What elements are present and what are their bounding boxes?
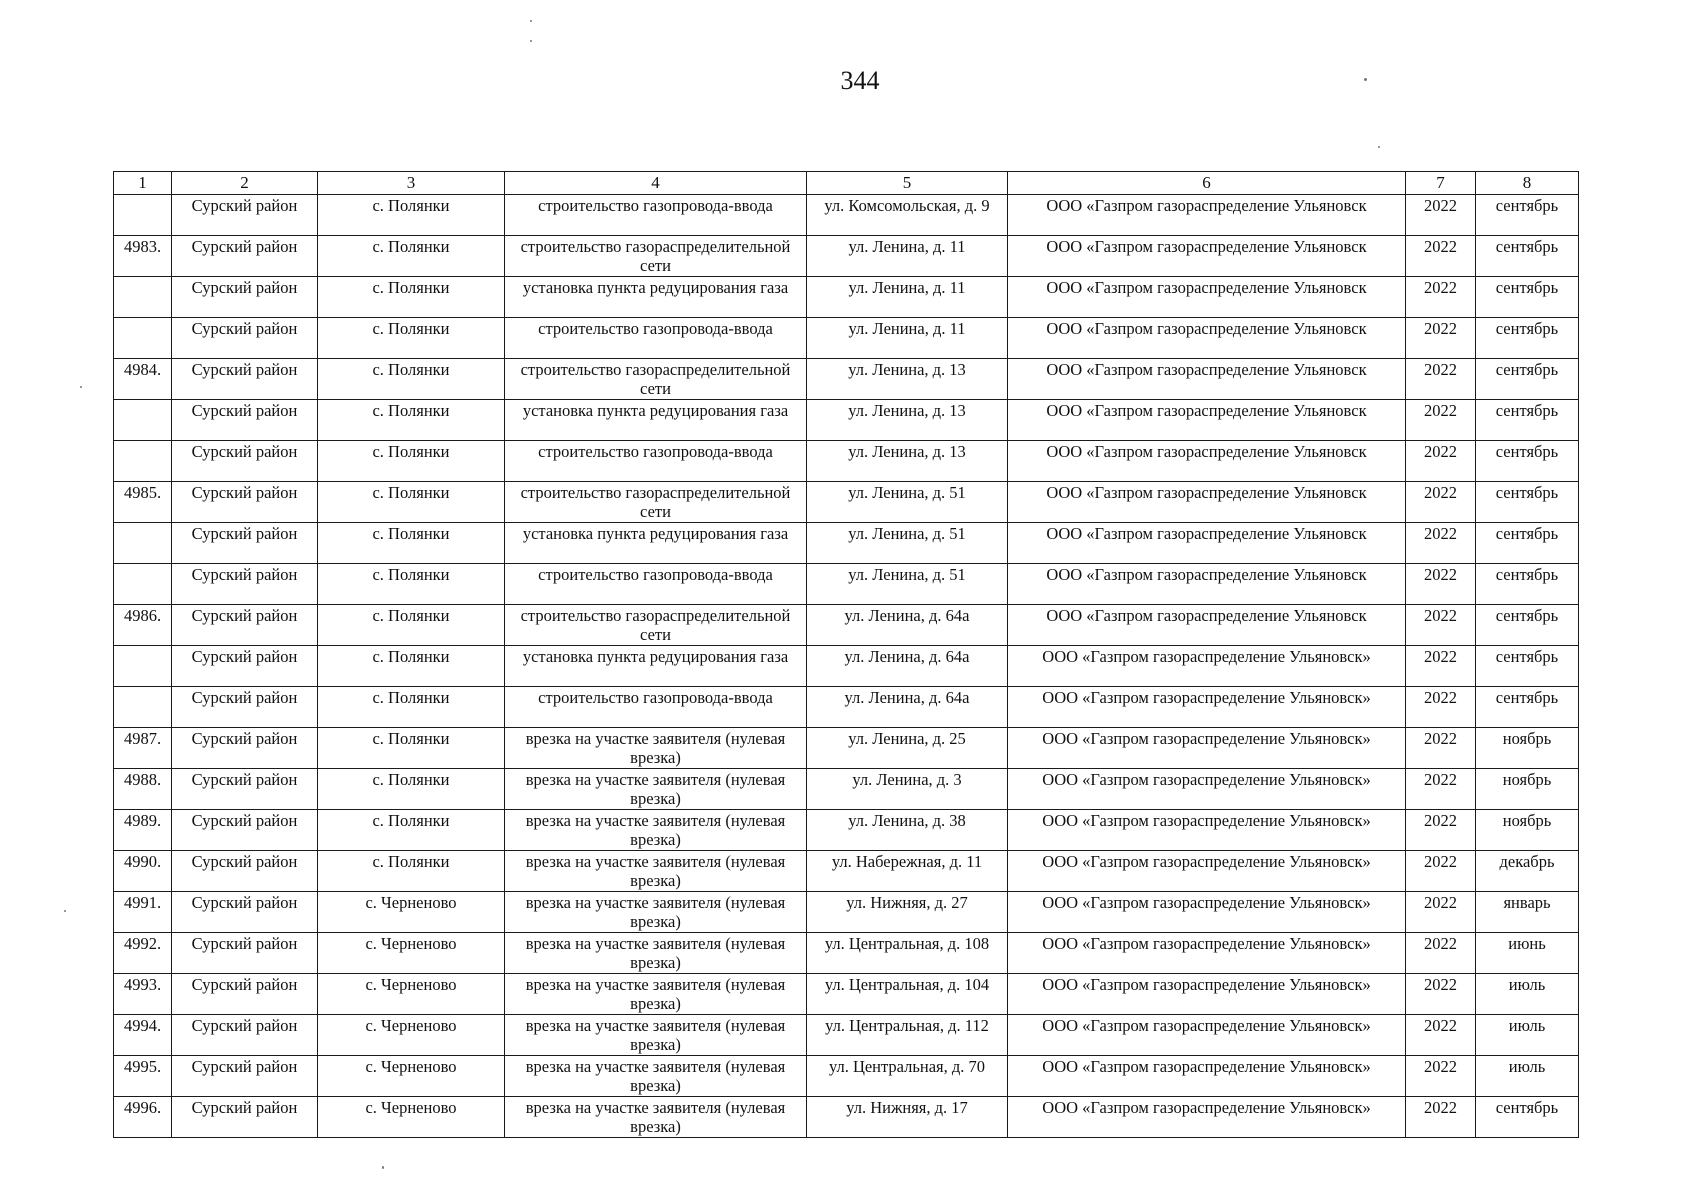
table-row [114,1056,1579,1097]
settlement-cell: с. Черненово [318,1056,505,1097]
settlement-cell: с. Полянки [318,523,505,564]
table-row [114,195,1579,236]
district-cell: Сурский район [172,400,318,441]
work-type-cell: врезка на участке заявителя (нулевая врезка) [505,933,807,974]
organization-cell: ООО «Газпром газораспределение Ульяновск [1008,318,1406,359]
column-header: 3 [318,172,505,195]
row-number [114,277,172,318]
column-header: 6 [1008,172,1406,195]
year-cell: 2022 [1406,318,1476,359]
settlement-cell: с. Полянки [318,318,505,359]
month-cell: сентябрь [1476,523,1579,564]
column-header: 5 [807,172,1008,195]
row-number: 4984. [114,359,172,400]
month-cell: декабрь [1476,851,1579,892]
month-cell: ноябрь [1476,810,1579,851]
address-cell: ул. Центральная, д. 112 [807,1015,1008,1056]
district-cell: Сурский район [172,810,318,851]
district-cell: Сурский район [172,687,318,728]
row-number [114,441,172,482]
month-cell: сентябрь [1476,564,1579,605]
address-cell: ул. Ленина, д. 13 [807,359,1008,400]
district-cell: Сурский район [172,1015,318,1056]
month-cell: сентябрь [1476,318,1579,359]
address-cell: ул. Центральная, д. 108 [807,933,1008,974]
work-type-cell: строительство газораспределительной сети [505,482,807,523]
district-cell: Сурский район [172,482,318,523]
table-row [114,1097,1579,1138]
address-cell: ул. Ленина, д. 25 [807,728,1008,769]
row-number: 4988. [114,769,172,810]
table-row [114,482,1579,523]
organization-cell: ООО «Газпром газораспределение Ульяновск» [1008,1056,1406,1097]
settlement-cell: с. Полянки [318,236,505,277]
organization-cell: ООО «Газпром газораспределение Ульяновск» [1008,1015,1406,1056]
address-cell: ул. Набережная, д. 11 [807,851,1008,892]
district-cell: Сурский район [172,728,318,769]
organization-cell: ООО «Газпром газораспределение Ульяновск [1008,236,1406,277]
work-type-cell: врезка на участке заявителя (нулевая врезка) [505,851,807,892]
address-cell: ул. Ленина, д. 11 [807,236,1008,277]
year-cell: 2022 [1406,646,1476,687]
row-number: 4987. [114,728,172,769]
address-cell: ул. Ленина, д. 64а [807,646,1008,687]
scan-speck [530,20,532,22]
work-type-cell: врезка на участке заявителя (нулевая врезка) [505,1097,807,1138]
organization-cell: ООО «Газпром газораспределение Ульяновск» [1008,933,1406,974]
district-cell: Сурский район [172,605,318,646]
month-cell: сентябрь [1476,236,1579,277]
row-number [114,318,172,359]
row-number: 4986. [114,605,172,646]
address-cell: ул. Ленина, д. 13 [807,441,1008,482]
page-number: 344 [840,66,880,95]
settlement-cell: с. Полянки [318,482,505,523]
year-cell: 2022 [1406,236,1476,277]
organization-cell: ООО «Газпром газораспределение Ульяновск [1008,482,1406,523]
address-cell: ул. Ленина, д. 13 [807,400,1008,441]
table-row [114,974,1579,1015]
year-cell: 2022 [1406,564,1476,605]
scan-speck [80,386,82,388]
year-cell: 2022 [1406,359,1476,400]
year-cell: 2022 [1406,851,1476,892]
organization-cell: ООО «Газпром газораспределение Ульяновск [1008,441,1406,482]
district-cell: Сурский район [172,1056,318,1097]
work-type-cell: строительство газопровода-ввода [505,441,807,482]
column-header: 4 [505,172,807,195]
column-header: 1 [114,172,172,195]
month-cell: сентябрь [1476,646,1579,687]
address-cell: ул. Центральная, д. 70 [807,1056,1008,1097]
work-type-cell: установка пункта редуцирования газа [505,277,807,318]
month-cell: сентябрь [1476,605,1579,646]
row-number: 4995. [114,1056,172,1097]
scan-speck [64,910,66,912]
year-cell: 2022 [1406,769,1476,810]
work-type-cell: установка пункта редуцирования газа [505,646,807,687]
settlement-cell: с. Полянки [318,687,505,728]
scan-speck [1378,146,1380,148]
work-type-cell: врезка на участке заявителя (нулевая врезка) [505,1056,807,1097]
row-number: 4983. [114,236,172,277]
row-number: 4993. [114,974,172,1015]
organization-cell: ООО «Газпром газораспределение Ульяновск [1008,195,1406,236]
settlement-cell: с. Полянки [318,769,505,810]
organization-cell: ООО «Газпром газораспределение Ульяновск [1008,359,1406,400]
settlement-cell: с. Черненово [318,974,505,1015]
settlement-cell: с. Черненово [318,1015,505,1056]
year-cell: 2022 [1406,277,1476,318]
organization-cell: ООО «Газпром газораспределение Ульяновск» [1008,851,1406,892]
scan-speck [530,40,532,42]
work-type-cell: строительство газораспределительной сети [505,359,807,400]
year-cell: 2022 [1406,933,1476,974]
month-cell: июль [1476,1015,1579,1056]
table-body [114,195,1579,1138]
organization-cell: ООО «Газпром газораспределение Ульяновск» [1008,810,1406,851]
organization-cell: ООО «Газпром газораспределение Ульяновск» [1008,1097,1406,1138]
organization-cell: ООО «Газпром газораспределение Ульяновск [1008,523,1406,564]
work-type-cell: врезка на участке заявителя (нулевая врезка) [505,892,807,933]
address-cell: ул. Ленина, д. 3 [807,769,1008,810]
work-type-cell: установка пункта редуцирования газа [505,400,807,441]
year-cell: 2022 [1406,728,1476,769]
scan-speck [1364,78,1367,81]
work-type-cell: строительство газопровода-ввода [505,687,807,728]
work-type-cell: врезка на участке заявителя (нулевая врезка) [505,769,807,810]
table-row [114,277,1579,318]
month-cell: сентябрь [1476,1097,1579,1138]
work-type-cell: строительство газопровода-ввода [505,195,807,236]
month-cell: ноябрь [1476,769,1579,810]
table-row [114,851,1579,892]
month-cell: сентябрь [1476,482,1579,523]
organization-cell: ООО «Газпром газораспределение Ульяновск [1008,605,1406,646]
settlement-cell: с. Полянки [318,810,505,851]
row-number: 4990. [114,851,172,892]
settlement-cell: с. Полянки [318,564,505,605]
year-cell: 2022 [1406,810,1476,851]
settlement-cell: с. Полянки [318,359,505,400]
settlement-cell: с. Полянки [318,646,505,687]
district-cell: Сурский район [172,318,318,359]
settlement-cell: с. Полянки [318,441,505,482]
month-cell: июнь [1476,933,1579,974]
year-cell: 2022 [1406,1056,1476,1097]
row-number [114,400,172,441]
organization-cell: ООО «Газпром газораспределение Ульяновск [1008,400,1406,441]
organization-cell: ООО «Газпром газораспределение Ульяновск [1008,277,1406,318]
column-header: 8 [1476,172,1579,195]
address-cell: ул. Комсомольская, д. 9 [807,195,1008,236]
address-cell: ул. Нижняя, д. 27 [807,892,1008,933]
district-cell: Сурский район [172,564,318,605]
table-row [114,769,1579,810]
work-type-cell: строительство газопровода-ввода [505,318,807,359]
table-row [114,236,1579,277]
month-cell: сентябрь [1476,359,1579,400]
address-cell: ул. Ленина, д. 64а [807,687,1008,728]
district-cell: Сурский район [172,1097,318,1138]
row-number [114,523,172,564]
district-cell: Сурский район [172,441,318,482]
row-number: 4991. [114,892,172,933]
district-cell: Сурский район [172,769,318,810]
column-number-row [114,172,1579,195]
organization-cell: ООО «Газпром газораспределение Ульяновск [1008,564,1406,605]
row-number: 4985. [114,482,172,523]
year-cell: 2022 [1406,482,1476,523]
organization-cell: ООО «Газпром газораспределение Ульяновск» [1008,728,1406,769]
table-row [114,523,1579,564]
district-cell: Сурский район [172,236,318,277]
settlement-cell: с. Полянки [318,728,505,769]
organization-cell: ООО «Газпром газораспределение Ульяновск» [1008,769,1406,810]
settlement-cell: с. Черненово [318,933,505,974]
year-cell: 2022 [1406,441,1476,482]
scan-speck [382,1166,384,1169]
settlement-cell: с. Полянки [318,277,505,318]
row-number [114,687,172,728]
row-number [114,195,172,236]
year-cell: 2022 [1406,523,1476,564]
address-cell: ул. Ленина, д. 64а [807,605,1008,646]
table-row [114,400,1579,441]
district-cell: Сурский район [172,523,318,564]
district-cell: Сурский район [172,195,318,236]
work-type-cell: врезка на участке заявителя (нулевая врезка) [505,728,807,769]
table-row [114,728,1579,769]
table-row [114,1015,1579,1056]
year-cell: 2022 [1406,605,1476,646]
address-cell: ул. Центральная, д. 104 [807,974,1008,1015]
work-type-cell: строительство газопровода-ввода [505,564,807,605]
settlement-cell: с. Полянки [318,605,505,646]
table-row [114,687,1579,728]
work-type-cell: врезка на участке заявителя (нулевая врезка) [505,974,807,1015]
row-number [114,646,172,687]
address-cell: ул. Ленина, д. 51 [807,482,1008,523]
settlement-cell: с. Полянки [318,195,505,236]
address-cell: ул. Ленина, д. 51 [807,564,1008,605]
work-type-cell: установка пункта редуцирования газа [505,523,807,564]
year-cell: 2022 [1406,892,1476,933]
address-cell: ул. Ленина, д. 11 [807,277,1008,318]
year-cell: 2022 [1406,974,1476,1015]
row-number: 4996. [114,1097,172,1138]
district-cell: Сурский район [172,933,318,974]
district-cell: Сурский район [172,277,318,318]
column-header: 2 [172,172,318,195]
year-cell: 2022 [1406,687,1476,728]
table-row [114,359,1579,400]
month-cell: июль [1476,974,1579,1015]
year-cell: 2022 [1406,1097,1476,1138]
month-cell: сентябрь [1476,277,1579,318]
year-cell: 2022 [1406,400,1476,441]
column-header: 7 [1406,172,1476,195]
table-row [114,564,1579,605]
table-row [114,605,1579,646]
settlement-cell: с. Полянки [318,400,505,441]
district-cell: Сурский район [172,851,318,892]
settlement-cell: с. Черненово [318,1097,505,1138]
organization-cell: ООО «Газпром газораспределение Ульяновск» [1008,687,1406,728]
row-number: 4992. [114,933,172,974]
work-type-cell: строительство газораспределительной сети [505,605,807,646]
organization-cell: ООО «Газпром газораспределение Ульяновск» [1008,892,1406,933]
address-cell: ул. Ленина, д. 38 [807,810,1008,851]
year-cell: 2022 [1406,1015,1476,1056]
district-cell: Сурский район [172,892,318,933]
month-cell: сентябрь [1476,400,1579,441]
work-type-cell: строительство газораспределительной сети [505,236,807,277]
row-number [114,564,172,605]
month-cell: январь [1476,892,1579,933]
table-row [114,646,1579,687]
table-row [114,441,1579,482]
work-type-cell: врезка на участке заявителя (нулевая врезка) [505,810,807,851]
year-cell: 2022 [1406,195,1476,236]
district-cell: Сурский район [172,359,318,400]
settlement-cell: с. Черненово [318,892,505,933]
address-cell: ул. Ленина, д. 11 [807,318,1008,359]
month-cell: ноябрь [1476,728,1579,769]
organization-cell: ООО «Газпром газораспределение Ульяновск» [1008,646,1406,687]
row-number: 4989. [114,810,172,851]
gas-works-table [113,171,1579,1138]
table-row [114,318,1579,359]
table-row [114,810,1579,851]
work-type-cell: врезка на участке заявителя (нулевая врезка) [505,1015,807,1056]
table-row [114,933,1579,974]
organization-cell: ООО «Газпром газораспределение Ульяновск» [1008,974,1406,1015]
table-row [114,892,1579,933]
district-cell: Сурский район [172,646,318,687]
address-cell: ул. Ленина, д. 51 [807,523,1008,564]
address-cell: ул. Нижняя, д. 17 [807,1097,1008,1138]
row-number: 4994. [114,1015,172,1056]
month-cell: сентябрь [1476,441,1579,482]
district-cell: Сурский район [172,974,318,1015]
month-cell: сентябрь [1476,195,1579,236]
settlement-cell: с. Полянки [318,851,505,892]
month-cell: сентябрь [1476,687,1579,728]
month-cell: июль [1476,1056,1579,1097]
